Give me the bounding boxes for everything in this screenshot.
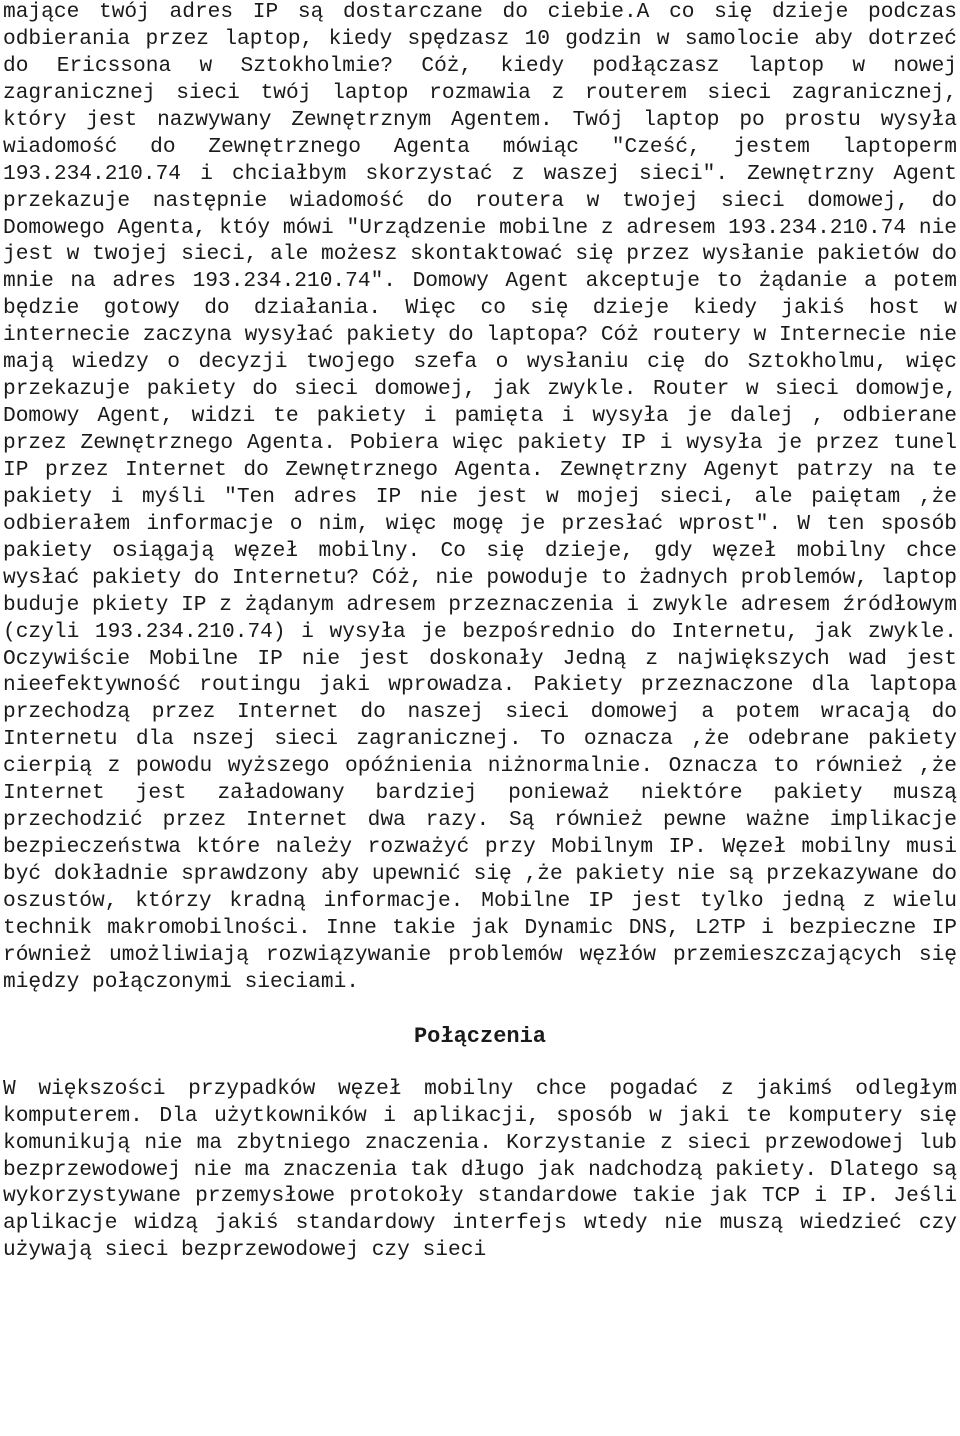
body-paragraph-connections: W większości przypadków węzeł mobilny chce pogadać z jakimś odległym komputerem. Dla użytkowników i aplikacji, sposób w jaki te komputery się komunikują nie ma zbytniego znaczenia. Korzystanie z sieci przewodowej lub bezprzewodowej nie ma znaczenia tak długo jak nadchodzą pakiety. Dlatego są wykorzystywane przemysłowe protokoły standardowe takie jak TCP i IP. Jeśli aplikacje widzą jakiś standardowy interfejs wtedy nie muszą wiedzieć czy używają sieci bezprzewodowej czy sieci	[3, 1076, 957, 1263]
document-page	[3, 0, 957, 1264]
section-heading: Połączenia	[413, 1023, 547, 1049]
body-paragraph-mobile-ip: mające twój adres IP są dostarczane do ciebie.A co się dzieje podczas odbierania przez laptop, kiedy spędzasz 10 godzin w samolocie aby dotrzeć do Ericssona w Sztokholmie? Cóż, kiedy podłączasz laptop w nowej zagranicznej sieci twój laptop rozmawia z routerem sieci zagranicznej, który jest nazwywany Zewnętrznym Agentem. Twój laptop po prostu wysyła wiadomość do Zewnętrznego Agenta mówiąc "Cześć, jestem laptoperm 193.234.210.74 i chciałbym skorzystać z waszej sieci". Zewnętrzny Agent przekazuje następnie wiadomość do routera w twojej sieci domowej, do Domowego Agenta, któy mówi "Urządzenie mobilne z adresem 193.234.210.74 nie jest w twojej sieci, ale możesz skontaktować się przez wysłanie pakietów do mnie na adres 193.234.210.74". Domowy Agent akceptuje to żądanie a potem będzie gotowy do działania. Więc co się dzieje kiedy jakiś host w internecie zaczyna wysyłać pakiety do laptopa? Cóż routery w Internecie nie mają wiedzy o decyzji twojego szefa o wysłaniu cię do Sztokholmu, więc przekazuje pakiety do sieci domowej, jak zwykle. Router w sieci domowje, Domowy Agent, widzi te pakiety i pamięta i wysyła je dalej , odbierane przez Zewnętrznego Agenta. Pobiera więc pakiety IP i wysyła je przez tunel IP przez Internet do Zewnętrznego Agenta. Zewnętrzny Agenyt patrzy na te pakiety i myśli "Ten adres IP nie jest w mojej sieci, ale paiętam ,że odbierałem informacje o nim, więc mogę je przesłać wprost". W ten sposób pakiety osiągają węzeł mobilny. Co się dzieje, gdy węzeł mobilny chce wysłać pakiety do Internetu? Cóż, nie powoduje to żadnych problemów, laptop buduje pkiety IP z żądanym adresem przeznaczenia i zwykle adresem źródłowym (czyli 193.234.210.74) i wysyła je bezpośrednio do Internetu, jak zwykle. Oczywiście Mobilne IP nie jest doskonały Jedną z największych wad jest nieefektywność routingu jaki wprowadza. Pakiety przeznaczone dla laptopa przechodzą przez Internet do naszej sieci domowej a potem wracają do Internetu dla nszej sieci zagranicznej. To oznacza ,że odebrane pakiety cierpią z powodu wyższego opóźnienia niżnormalnie. Oznacza to również ,że Internet jest załadowany bardziej ponieważ niektóre pakiety muszą przechodzić przez Internet dwa razy. Są również pewne ważne implikacje bezpieczeństwa które należy rozważyć przy Mobilnym IP. Węzeł mobilny musi być dokładnie sprawdzony aby upewnić się ,że pakiety nie są przekazywane do oszustów, którzy kradną informacje. Mobilne IP jest tylko jedną z wielu technik makromobilności. Inne takie jak Dynamic DNS, L2TP i bezpieczne IP również umożliwiają rozwiązywanie problemów węzłów przemieszczających się między połączonymi sieciami.	[3, 0, 957, 994]
